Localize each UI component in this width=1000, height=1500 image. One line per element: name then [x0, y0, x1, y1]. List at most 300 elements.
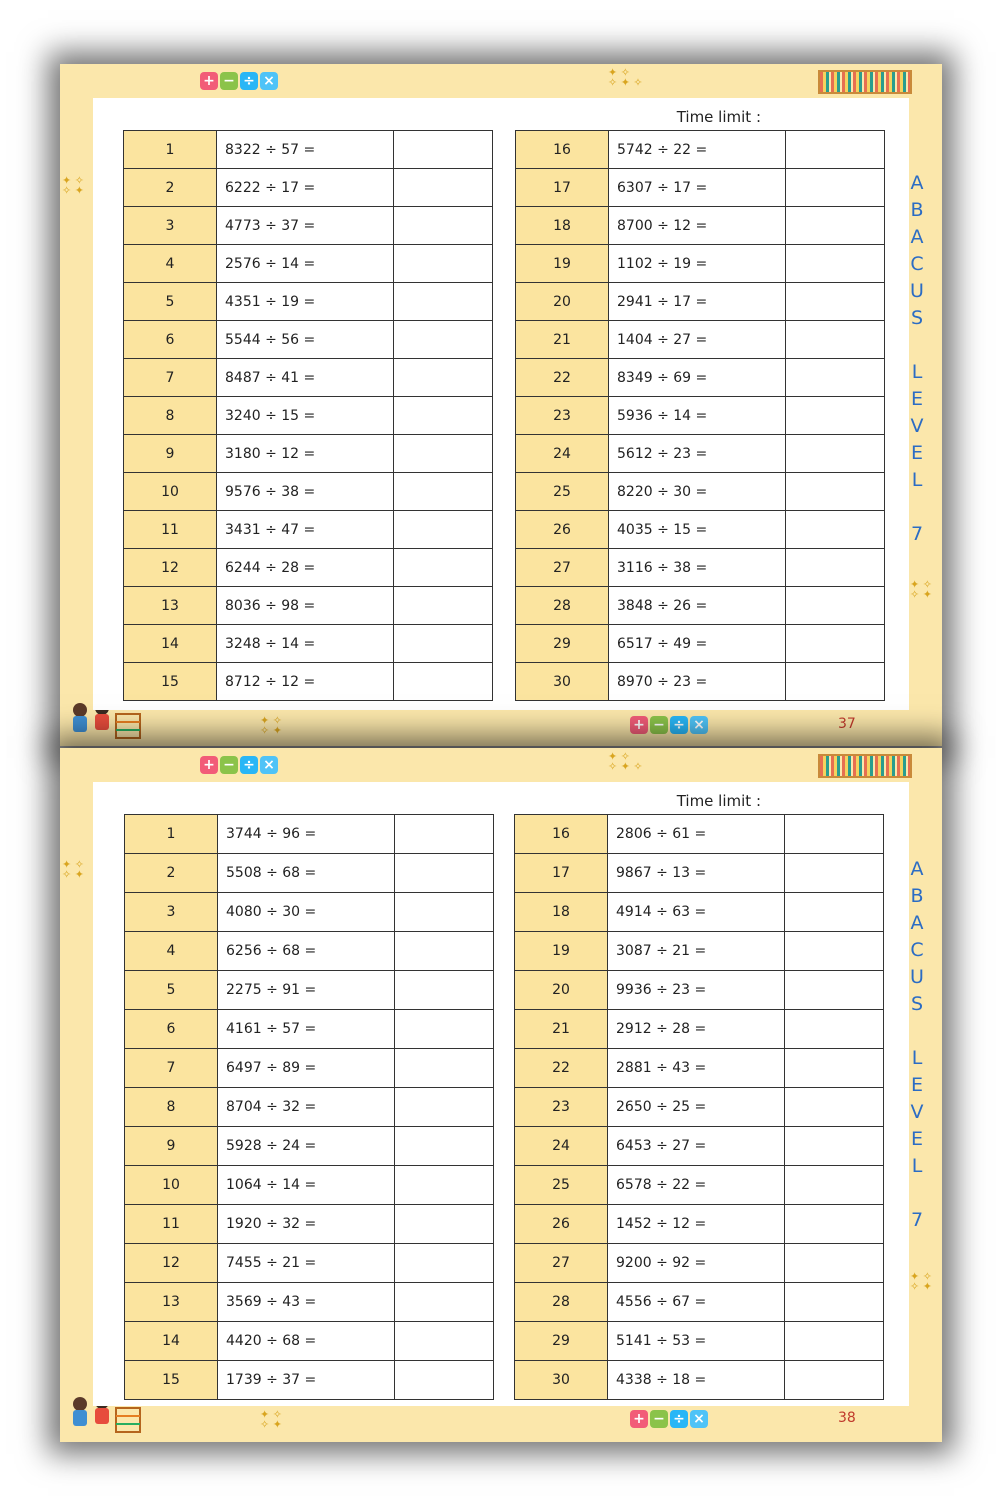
answer-box[interactable]	[785, 1049, 884, 1088]
problem-number: 27	[515, 1244, 608, 1283]
division-expression: 6256 ÷ 68 =	[218, 932, 395, 971]
division-expression: 6578 ÷ 22 =	[608, 1166, 785, 1205]
problem-number: 15	[124, 663, 217, 701]
answer-box[interactable]	[395, 971, 494, 1010]
division-expression: 5612 ÷ 23 =	[609, 435, 786, 473]
operator-glyph-icon: ×	[690, 1410, 708, 1428]
division-expression: 3744 ÷ 96 =	[218, 815, 395, 854]
division-expression: 1739 ÷ 37 =	[218, 1361, 395, 1400]
worksheet-panel	[93, 98, 909, 710]
side-label-letter: V	[910, 1101, 924, 1123]
worksheet-page-37	[60, 64, 942, 746]
problem-number: 6	[125, 1010, 218, 1049]
page-number: 38	[838, 1410, 856, 1426]
problem-row	[516, 131, 885, 169]
problem-row	[515, 971, 884, 1010]
division-expression: 5936 ÷ 14 =	[609, 397, 786, 435]
problem-number: 13	[125, 1283, 218, 1322]
answer-box[interactable]	[394, 663, 493, 701]
problem-row	[516, 511, 885, 549]
answer-box[interactable]	[786, 663, 885, 701]
problem-row	[125, 932, 494, 971]
answer-box[interactable]	[394, 473, 493, 511]
division-expression: 8704 ÷ 32 =	[218, 1088, 395, 1127]
division-expression: 6222 ÷ 17 =	[217, 169, 394, 207]
operator-glyph-icon: ÷	[670, 716, 688, 734]
division-expression: 4338 ÷ 18 =	[608, 1361, 785, 1400]
answer-box[interactable]	[394, 511, 493, 549]
side-label-letter: U	[910, 280, 924, 302]
page-number: 37	[838, 716, 856, 732]
problem-number: 30	[515, 1361, 608, 1400]
answer-box[interactable]	[394, 169, 493, 207]
problem-row	[124, 625, 493, 663]
division-expression: 8349 ÷ 69 =	[609, 359, 786, 397]
problem-number: 1	[125, 815, 218, 854]
problem-number: 7	[125, 1049, 218, 1088]
side-label-letter: E	[910, 1074, 923, 1096]
division-expression: 8970 ÷ 23 =	[609, 663, 786, 701]
problem-row	[124, 435, 493, 473]
problem-number: 4	[124, 245, 217, 283]
operator-glyph-icon: +	[200, 756, 218, 774]
problem-row	[516, 549, 885, 587]
problem-number: 27	[516, 549, 609, 587]
division-expression: 4161 ÷ 57 =	[218, 1010, 395, 1049]
operator-glyph-icon: +	[200, 72, 218, 90]
side-label-letter: L	[911, 1047, 923, 1069]
answer-box[interactable]	[786, 131, 885, 169]
math-operators-icon-bottom	[630, 716, 708, 734]
math-operators-icon	[200, 756, 278, 774]
division-expression: 6453 ÷ 27 =	[608, 1127, 785, 1166]
problem-number: 12	[125, 1244, 218, 1283]
division-expression: 2941 ÷ 17 =	[609, 283, 786, 321]
answer-box[interactable]	[785, 893, 884, 932]
problem-row	[515, 1361, 884, 1400]
answer-box[interactable]	[395, 1010, 494, 1049]
answer-box[interactable]	[785, 932, 884, 971]
math-operators-icon-bottom	[630, 1410, 708, 1428]
side-label-letter: E	[910, 388, 923, 410]
answer-box[interactable]	[785, 815, 884, 854]
answer-box[interactable]	[786, 283, 885, 321]
problem-row	[125, 1244, 494, 1283]
answer-box[interactable]	[395, 1127, 494, 1166]
problem-number: 21	[516, 321, 609, 359]
answer-box[interactable]	[394, 435, 493, 473]
side-label-letter	[906, 494, 928, 521]
operator-glyph-icon: −	[220, 72, 238, 90]
problem-row	[515, 1205, 884, 1244]
answer-box[interactable]	[395, 1244, 494, 1283]
answer-box[interactable]	[395, 1088, 494, 1127]
answer-box[interactable]	[395, 1322, 494, 1361]
problem-row	[515, 1322, 884, 1361]
side-label-letter: A	[910, 226, 924, 248]
side-label-letter: C	[910, 253, 924, 275]
problem-number: 9	[124, 435, 217, 473]
division-expression: 9200 ÷ 92 =	[608, 1244, 785, 1283]
problem-row	[125, 1127, 494, 1166]
division-expression: 3180 ÷ 12 =	[217, 435, 394, 473]
problem-number: 20	[516, 283, 609, 321]
problem-row	[125, 854, 494, 893]
answer-box[interactable]	[394, 207, 493, 245]
division-expression: 4914 ÷ 63 =	[608, 893, 785, 932]
answer-box[interactable]	[785, 1010, 884, 1049]
problem-row	[516, 207, 885, 245]
problem-row	[515, 1166, 884, 1205]
abacus-icon	[818, 754, 912, 778]
answer-box[interactable]	[786, 473, 885, 511]
answer-box[interactable]	[785, 971, 884, 1010]
answer-box[interactable]	[785, 1322, 884, 1361]
division-expression: 9936 ÷ 23 =	[608, 971, 785, 1010]
sparkle-icon: ✦ ✧ ✧ ✦	[62, 174, 84, 197]
problem-row	[125, 1166, 494, 1205]
time-limit-label: Time limit :	[676, 108, 761, 126]
problem-row	[515, 815, 884, 854]
sparkle-icon: ✦ ✧ ✧ ✦ ✧	[608, 750, 643, 773]
division-expression: 4556 ÷ 67 =	[608, 1283, 785, 1322]
problem-row	[516, 359, 885, 397]
problem-row	[515, 893, 884, 932]
answer-box[interactable]	[786, 321, 885, 359]
side-label-letter: B	[910, 199, 924, 221]
answer-box[interactable]	[785, 1127, 884, 1166]
operator-glyph-icon: −	[650, 1410, 668, 1428]
problem-number: 21	[515, 1010, 608, 1049]
problem-number: 15	[125, 1361, 218, 1400]
problem-number: 7	[124, 359, 217, 397]
problem-number: 23	[515, 1088, 608, 1127]
problem-number: 30	[516, 663, 609, 701]
problem-number: 1	[124, 131, 217, 169]
division-expression: 8322 ÷ 57 =	[217, 131, 394, 169]
answer-box[interactable]	[786, 435, 885, 473]
problem-row	[515, 1127, 884, 1166]
problem-row	[125, 1049, 494, 1088]
operator-glyph-icon: ×	[260, 756, 278, 774]
division-expression: 3248 ÷ 14 =	[217, 625, 394, 663]
operator-glyph-icon: +	[630, 716, 648, 734]
problem-number: 16	[516, 131, 609, 169]
division-expression: 8700 ÷ 12 =	[609, 207, 786, 245]
answer-box[interactable]	[395, 1361, 494, 1400]
division-expression: 3116 ÷ 38 =	[609, 549, 786, 587]
answer-box[interactable]	[394, 397, 493, 435]
problem-row	[515, 1010, 884, 1049]
problem-number: 24	[516, 435, 609, 473]
answer-box[interactable]	[786, 397, 885, 435]
sparkle-icon: ✦ ✧ ✧ ✦	[910, 578, 932, 601]
division-expression: 1452 ÷ 12 =	[608, 1205, 785, 1244]
problem-row	[124, 549, 493, 587]
worksheet-page-38	[60, 748, 942, 1442]
answer-box[interactable]	[395, 932, 494, 971]
side-label-letter: E	[910, 442, 923, 464]
problem-table-left	[123, 130, 493, 701]
answer-box[interactable]	[785, 1361, 884, 1400]
problem-row	[124, 283, 493, 321]
problem-number: 12	[124, 549, 217, 587]
math-operators-icon	[200, 72, 278, 90]
problem-row	[516, 283, 885, 321]
side-label-letter: A	[910, 172, 924, 194]
problem-number: 9	[125, 1127, 218, 1166]
problem-row	[515, 854, 884, 893]
side-label-letter	[906, 332, 928, 359]
problem-number: 24	[515, 1127, 608, 1166]
problem-number: 2	[125, 854, 218, 893]
abacus-icon	[818, 70, 912, 94]
answer-box[interactable]	[394, 131, 493, 169]
answer-box[interactable]	[394, 549, 493, 587]
problem-row	[516, 321, 885, 359]
side-label-letter: L	[911, 361, 923, 383]
problem-number: 17	[516, 169, 609, 207]
division-expression: 4773 ÷ 37 =	[217, 207, 394, 245]
problem-number: 3	[124, 207, 217, 245]
problem-row	[125, 1322, 494, 1361]
problem-row	[124, 169, 493, 207]
side-label-letter: A	[910, 858, 924, 880]
problem-number: 11	[125, 1205, 218, 1244]
division-expression: 4351 ÷ 19 =	[217, 283, 394, 321]
answer-box[interactable]	[395, 1205, 494, 1244]
side-label-letter: 7	[910, 1209, 924, 1231]
problem-row	[516, 245, 885, 283]
problem-row	[124, 587, 493, 625]
operator-glyph-icon: +	[630, 1410, 648, 1428]
problem-number: 13	[124, 587, 217, 625]
problem-row	[124, 207, 493, 245]
division-expression: 3569 ÷ 43 =	[218, 1283, 395, 1322]
answer-box[interactable]	[786, 587, 885, 625]
division-expression: 7455 ÷ 21 =	[218, 1244, 395, 1283]
division-expression: 8036 ÷ 98 =	[217, 587, 394, 625]
division-expression: 2912 ÷ 28 =	[608, 1010, 785, 1049]
problem-number: 3	[125, 893, 218, 932]
problem-number: 28	[515, 1283, 608, 1322]
problem-number: 29	[516, 625, 609, 663]
division-expression: 6517 ÷ 49 =	[609, 625, 786, 663]
division-expression: 8712 ÷ 12 =	[217, 663, 394, 701]
sparkle-icon: ✦ ✧ ✧ ✦ ✧	[608, 66, 643, 89]
problem-row	[515, 1244, 884, 1283]
side-label-letter: L	[911, 469, 923, 491]
problem-row	[125, 1361, 494, 1400]
answer-box[interactable]	[786, 549, 885, 587]
division-expression: 3848 ÷ 26 =	[609, 587, 786, 625]
division-expression: 4420 ÷ 68 =	[218, 1322, 395, 1361]
answer-box[interactable]	[786, 359, 885, 397]
side-label-letter	[906, 1180, 928, 1207]
problem-row	[515, 1049, 884, 1088]
answer-box[interactable]	[394, 587, 493, 625]
problem-row	[125, 971, 494, 1010]
answer-box[interactable]	[395, 815, 494, 854]
side-label-letter: 7	[910, 523, 924, 545]
problem-row	[124, 511, 493, 549]
side-label-letter: V	[910, 415, 924, 437]
problem-number: 29	[515, 1322, 608, 1361]
problem-number: 17	[515, 854, 608, 893]
answer-box[interactable]	[395, 1166, 494, 1205]
division-expression: 5141 ÷ 53 =	[608, 1322, 785, 1361]
division-expression: 2275 ÷ 91 =	[218, 971, 395, 1010]
answer-box[interactable]	[785, 1283, 884, 1322]
problem-row	[124, 321, 493, 359]
answer-box[interactable]	[786, 511, 885, 549]
problem-row	[516, 587, 885, 625]
division-expression: 6307 ÷ 17 =	[609, 169, 786, 207]
answer-box[interactable]	[785, 854, 884, 893]
side-label-letter: U	[910, 966, 924, 988]
problem-row	[124, 397, 493, 435]
side-label-letter: L	[911, 1155, 923, 1177]
worksheet-panel	[93, 782, 909, 1406]
problem-number: 18	[516, 207, 609, 245]
answer-box[interactable]	[786, 207, 885, 245]
problem-number: 10	[124, 473, 217, 511]
side-label-letter: E	[910, 1128, 923, 1150]
time-limit-label: Time limit :	[676, 792, 761, 810]
division-expression: 1102 ÷ 19 =	[609, 245, 786, 283]
division-expression: 8487 ÷ 41 =	[217, 359, 394, 397]
problem-number: 26	[515, 1205, 608, 1244]
division-expression: 5742 ÷ 22 =	[609, 131, 786, 169]
problem-number: 2	[124, 169, 217, 207]
answer-box[interactable]	[394, 245, 493, 283]
sparkle-icon: ✦ ✧ ✧ ✦	[910, 1270, 932, 1293]
answer-box[interactable]	[786, 245, 885, 283]
problem-number: 14	[125, 1322, 218, 1361]
operator-glyph-icon: ÷	[670, 1410, 688, 1428]
answer-box[interactable]	[395, 854, 494, 893]
problem-number: 20	[515, 971, 608, 1010]
problem-row	[516, 663, 885, 701]
abacus-level-side-label	[906, 856, 928, 1234]
side-label-letter: S	[910, 307, 924, 329]
division-expression: 2576 ÷ 14 =	[217, 245, 394, 283]
problem-row	[124, 663, 493, 701]
answer-box[interactable]	[394, 625, 493, 663]
problem-row	[515, 932, 884, 971]
problem-number: 18	[515, 893, 608, 932]
problem-row	[516, 625, 885, 663]
division-expression: 3240 ÷ 15 =	[217, 397, 394, 435]
side-label-letter: B	[910, 885, 924, 907]
division-expression: 2806 ÷ 61 =	[608, 815, 785, 854]
problem-row	[516, 435, 885, 473]
division-expression: 1064 ÷ 14 =	[218, 1166, 395, 1205]
answer-box[interactable]	[786, 625, 885, 663]
problem-number: 8	[124, 397, 217, 435]
division-expression: 2650 ÷ 25 =	[608, 1088, 785, 1127]
problem-table-right	[514, 814, 884, 1400]
problem-row	[515, 1283, 884, 1322]
division-expression: 6244 ÷ 28 =	[217, 549, 394, 587]
sparkle-icon: ✦ ✧ ✧ ✦	[62, 858, 84, 881]
problem-row	[124, 359, 493, 397]
problem-number: 8	[125, 1088, 218, 1127]
division-expression: 1404 ÷ 27 =	[609, 321, 786, 359]
problem-number: 19	[515, 932, 608, 971]
operator-glyph-icon: −	[650, 716, 668, 734]
problem-number: 11	[124, 511, 217, 549]
problem-number: 23	[516, 397, 609, 435]
problem-row	[124, 131, 493, 169]
answer-box[interactable]	[785, 1205, 884, 1244]
problem-number: 10	[125, 1166, 218, 1205]
problem-number: 22	[515, 1049, 608, 1088]
problem-number: 26	[516, 511, 609, 549]
division-expression: 8220 ÷ 30 =	[609, 473, 786, 511]
problem-row	[125, 1283, 494, 1322]
division-expression: 9576 ÷ 38 =	[217, 473, 394, 511]
operator-glyph-icon: ×	[690, 716, 708, 734]
problem-row	[516, 169, 885, 207]
sparkle-icon: ✦ ✧ ✧ ✦	[260, 1408, 282, 1431]
division-expression: 3431 ÷ 47 =	[217, 511, 394, 549]
problem-number: 25	[516, 473, 609, 511]
division-expression: 6497 ÷ 89 =	[218, 1049, 395, 1088]
problem-number: 19	[516, 245, 609, 283]
operator-glyph-icon: ×	[260, 72, 278, 90]
division-expression: 5544 ÷ 56 =	[217, 321, 394, 359]
problem-table-left	[124, 814, 494, 1400]
answer-box[interactable]	[395, 1049, 494, 1088]
side-label-letter: A	[910, 912, 924, 934]
problem-row	[125, 815, 494, 854]
answer-box[interactable]	[394, 321, 493, 359]
answer-box[interactable]	[395, 1283, 494, 1322]
problem-row	[125, 1205, 494, 1244]
answer-box[interactable]	[394, 283, 493, 321]
problem-row	[515, 1088, 884, 1127]
answer-box[interactable]	[395, 893, 494, 932]
answer-box[interactable]	[394, 359, 493, 397]
answer-box[interactable]	[785, 1244, 884, 1283]
division-expression: 4035 ÷ 15 =	[609, 511, 786, 549]
sparkle-icon: ✦ ✧ ✧ ✦	[260, 714, 282, 737]
problem-number: 25	[515, 1166, 608, 1205]
answer-box[interactable]	[785, 1166, 884, 1205]
problem-number: 4	[125, 932, 218, 971]
problem-row	[125, 1088, 494, 1127]
problem-row	[516, 473, 885, 511]
problem-number: 22	[516, 359, 609, 397]
problem-number: 28	[516, 587, 609, 625]
division-expression: 5508 ÷ 68 =	[218, 854, 395, 893]
abacus-level-side-label	[906, 170, 928, 548]
answer-box[interactable]	[785, 1088, 884, 1127]
problem-table-right	[515, 130, 885, 701]
operator-glyph-icon: ÷	[240, 72, 258, 90]
side-label-letter: S	[910, 993, 924, 1015]
problem-number: 5	[124, 283, 217, 321]
problem-row	[516, 397, 885, 435]
division-expression: 2881 ÷ 43 =	[608, 1049, 785, 1088]
side-label-letter	[906, 1018, 928, 1045]
answer-box[interactable]	[786, 169, 885, 207]
side-label-letter: C	[910, 939, 924, 961]
operator-glyph-icon: ÷	[240, 756, 258, 774]
division-expression: 1920 ÷ 32 =	[218, 1205, 395, 1244]
problem-row	[125, 1010, 494, 1049]
